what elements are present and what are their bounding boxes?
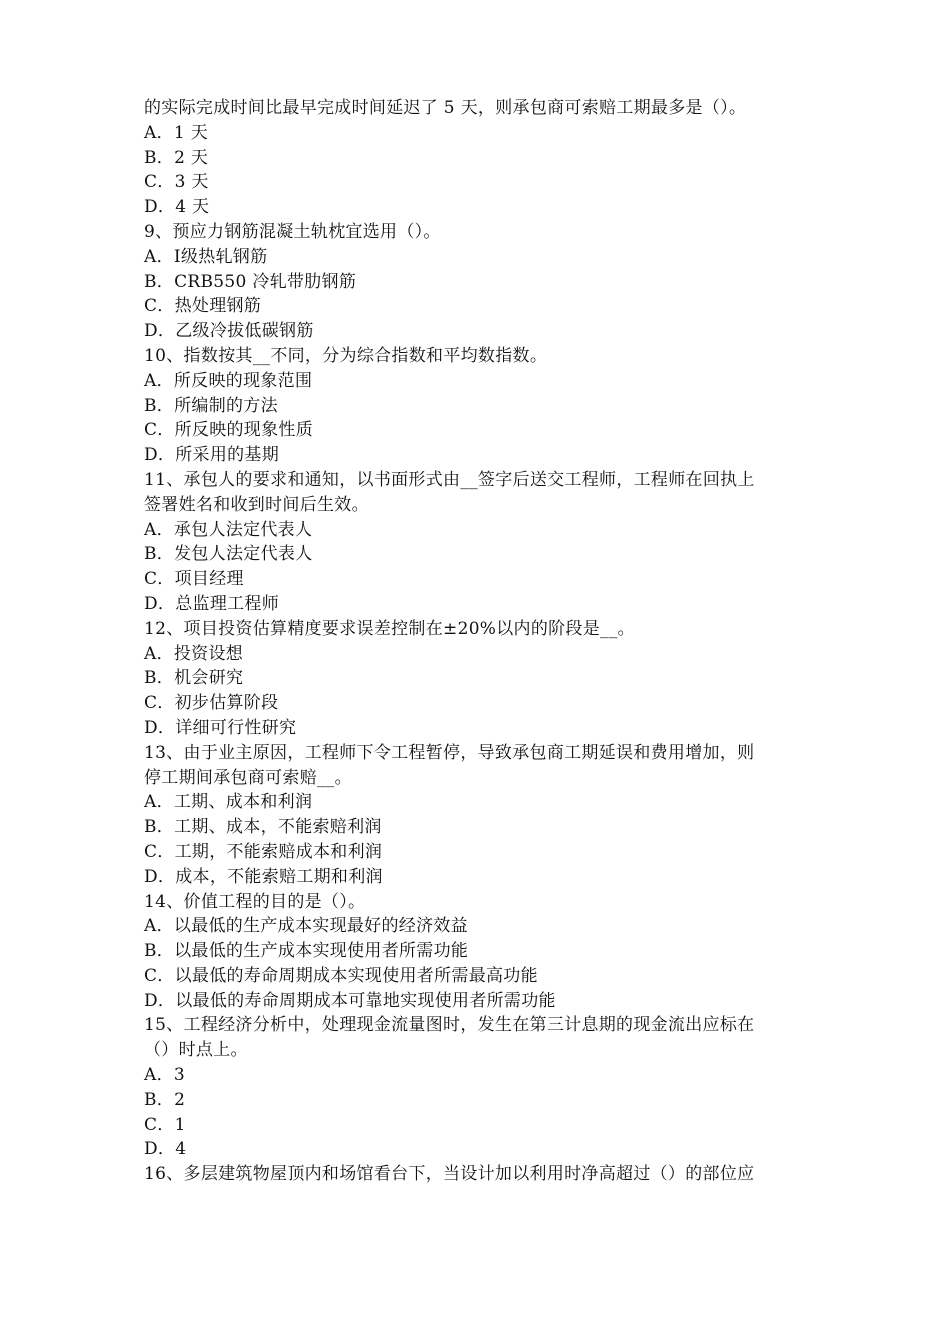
option-line: A．所反映的现象范围 (144, 370, 313, 391)
option-line: B．工期、成本，不能索赔利润 (144, 817, 382, 838)
question-11-continued: 签署姓名和收到时间后生效。 (144, 494, 369, 515)
option-line: A．投资设想 (144, 643, 244, 664)
option-line: C．热处理钢筋 (144, 296, 262, 317)
option-line: D．4 (144, 1139, 187, 1160)
option-line: C．3 天 (144, 172, 209, 193)
question-16: 16、多层建筑物屋顶内和场馆看台下，当设计加以利用时净高超过（）的部位应 (144, 1164, 755, 1185)
question-10: 10、指数按其__不同，分为综合指数和平均数指数。 (144, 345, 548, 366)
option-line: A．Ⅰ级热轧钢筋 (144, 246, 268, 267)
option-line: B．2 天 (144, 147, 209, 168)
option-line: D．4 天 (144, 197, 210, 218)
question-15: 15、工程经济分析中，处理现金流量图时，发生在第三计息期的现金流出应标在 (144, 1015, 755, 1036)
option-line: D．乙级冷拔低碳钢筋 (144, 321, 314, 342)
question-11: 11、承包人的要求和通知，以书面形式由__签字后送交工程师，工程师在回执上 (144, 469, 755, 490)
option-line: A．以最低的生产成本实现最好的经济效益 (144, 916, 468, 937)
option-line: B．机会研究 (144, 668, 244, 689)
option-line: B．以最低的生产成本实现使用者所需功能 (144, 941, 469, 962)
question-9: 9、预应力钢筋混凝土轨枕宜选用（）。 (144, 221, 441, 242)
option-line: B．所编制的方法 (144, 395, 278, 416)
option-line: C．项目经理 (144, 569, 244, 590)
option-line: D．成本，不能索赔工期和利润 (144, 866, 383, 887)
question-14: 14、价值工程的目的是（）。 (144, 891, 366, 912)
option-line: C．初步估算阶段 (144, 693, 279, 714)
option-line: C．1 (144, 1114, 186, 1135)
option-line: D．所采用的基期 (144, 445, 280, 466)
option-line: B．发包人法定代表人 (144, 544, 313, 565)
option-line: D．以最低的寿命周期成本可靠地实现使用者所需功能 (144, 990, 556, 1011)
option-line: C．以最低的寿命周期成本实现使用者所需最高功能 (144, 965, 538, 986)
option-line: C．所反映的现象性质 (144, 420, 314, 441)
option-line: C．工期，不能索赔成本和利润 (144, 841, 383, 862)
option-line: A．1 天 (144, 122, 208, 143)
question-13-continued: 停工期间承包商可索赔__。 (144, 767, 352, 788)
option-line: D．总监理工程师 (144, 593, 280, 614)
text-line: 的实际完成时间比最早完成时间延迟了 5 天，则承包商可索赔工期最多是（）。 (144, 98, 747, 118)
option-line: B．2 (144, 1089, 186, 1110)
option-line: A．3 (144, 1065, 185, 1086)
option-line: B．CRB550 冷轧带肋钢筋 (144, 271, 357, 292)
question-12: 12、项目投资估算精度要求误差控制在±20%以内的阶段是__。 (144, 618, 635, 639)
question-13: 13、由于业主原因，工程师下令工程暂停，导致承包商工期延误和费用增加，则 (144, 742, 755, 763)
option-line: A．工期、成本和利润 (144, 792, 313, 813)
option-line: D．详细可行性研究 (144, 717, 297, 738)
question-15-continued: （）时点上。 (144, 1040, 248, 1061)
option-line: A．承包人法定代表人 (144, 519, 313, 540)
question-text-block (144, 96, 824, 1187)
